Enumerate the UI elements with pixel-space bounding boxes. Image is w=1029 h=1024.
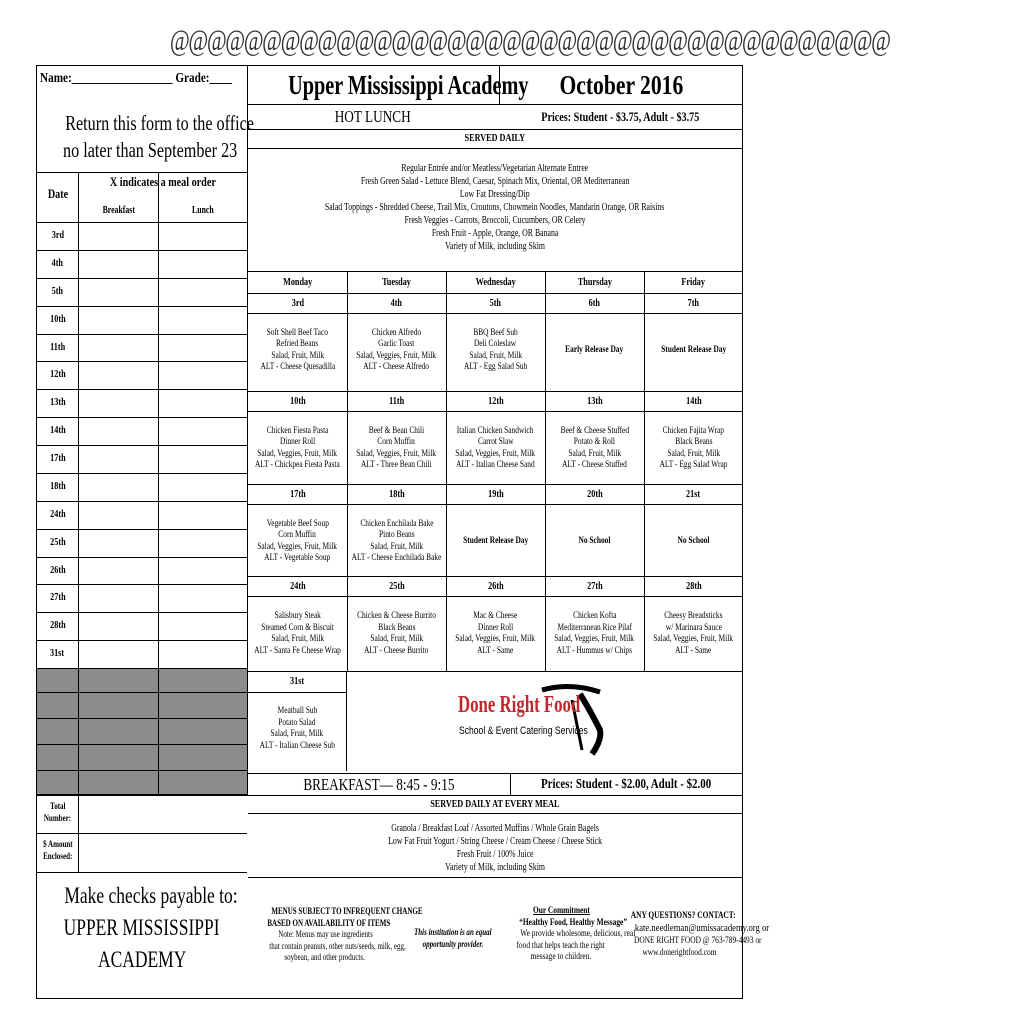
date-row-label: 5th xyxy=(51,286,64,297)
menu-line: ALT - Vegetable Soup xyxy=(264,553,331,563)
menu-line: Beef & Cheese Stuffed xyxy=(560,425,629,436)
logo-tagline: School & Event Catering Services xyxy=(459,725,588,737)
date-order-rows xyxy=(37,222,247,668)
menu-line: Corn Muffin xyxy=(278,530,317,540)
menu-cell xyxy=(644,598,743,670)
date-row-label: 4th xyxy=(51,258,64,269)
menu-cell xyxy=(248,598,347,670)
menu-line: Chicken Alfredo xyxy=(371,327,422,338)
menu-cell xyxy=(644,413,743,484)
menu-line: Dinner Roll xyxy=(477,622,514,633)
date-row-label: 3rd xyxy=(51,230,64,241)
menu-line: Black Beans xyxy=(674,437,713,447)
menu-cell xyxy=(248,413,347,484)
total-number-label: Total Number: xyxy=(43,801,72,823)
date-row-label: 27th xyxy=(49,592,66,603)
day-header-wednesday: Wednesday xyxy=(475,277,516,288)
menu-line: ALT - Cheese Alfredo xyxy=(363,362,430,372)
breakfast-served-title: SERVED DAILY AT EVERY MEAL xyxy=(430,799,560,810)
menu-change-note: MENUS SUBJECT TO INFREQUENT CHANGE BASED ON AVAILABILITY OF ITEMS Note: Menus may use ingredients that contain peanuts, other nuts/seeds, milk, egg, soybean, and other products. xyxy=(267,906,423,962)
amount-enclosed-field[interactable] xyxy=(79,834,247,872)
our-commitment: Our Commitment “Healthy Food, Healthy Message” We provide wholesome, delicious, real food that helps teach the right message to children. xyxy=(516,906,636,962)
menu-line: Salad, Fruit, Milk xyxy=(270,729,324,739)
date-row-label: 14th xyxy=(49,425,66,436)
menu-date: 3rd xyxy=(291,298,304,309)
breakfast-title: BREAKFAST— 8:45 - 9:15 xyxy=(303,775,455,794)
menu-line: ALT - Italian Cheese Sand xyxy=(456,460,535,470)
return-instructions: Return this form to the office no later than September 23 xyxy=(63,111,254,162)
menu-line: ALT - Cheese Stuffed xyxy=(562,460,627,470)
lunch-prices: Prices: Student - $3.75, Adult - $3.75 xyxy=(541,109,700,124)
menu-line: Student Release Day xyxy=(660,344,727,355)
x-indicates-label: X indicates a meal order xyxy=(110,174,216,189)
menu-date: 5th xyxy=(489,298,502,309)
menu-date: 7th xyxy=(687,298,700,309)
date-row-label: 11th xyxy=(49,342,66,353)
menu-line: Pinto Beans xyxy=(378,530,415,540)
served-daily-items xyxy=(248,162,742,262)
menu-cell xyxy=(446,315,545,386)
special-day-note xyxy=(644,506,743,577)
lunch-order-box[interactable] xyxy=(159,223,247,250)
menu-line: ALT - Cheese Enchilada Bake xyxy=(351,553,442,563)
breakfast-order-box[interactable] xyxy=(79,223,158,250)
menu-line: Salad, Veggies, Fruit, Milk xyxy=(455,634,536,644)
menu-cell xyxy=(347,413,446,484)
menu-date: 18th xyxy=(388,489,405,500)
menu-line: ALT - Santa Fe Cheese Wrap xyxy=(254,645,341,656)
menu-line: ALT - Three Bean Chili xyxy=(361,460,432,470)
breakfast-order-box[interactable] xyxy=(79,585,158,612)
menu-line: Beef & Bean Chili xyxy=(368,425,425,436)
breakfast-order-box[interactable] xyxy=(79,418,158,445)
menu-line: Cheesy Breadsticks xyxy=(664,611,723,621)
breakfast-order-box[interactable] xyxy=(79,446,158,473)
lunch-order-box[interactable] xyxy=(159,585,247,612)
menu-line: Salad, Veggies, Fruit, Milk xyxy=(356,448,437,459)
special-day-note xyxy=(545,315,644,386)
menu-line: Steamed Corn & Biscuit xyxy=(261,622,334,633)
lunch-order-box[interactable] xyxy=(159,502,247,529)
amount-enclosed-label: $ Amount Enclosed: xyxy=(42,839,73,861)
menu-line: Student Release Day xyxy=(462,535,529,546)
week-31-cell xyxy=(248,671,346,771)
day-header-tuesday: Tuesday xyxy=(382,277,411,288)
menu-line: Black Beans xyxy=(377,622,416,633)
menu-line: Chicken & Cheese Burrito xyxy=(357,611,436,621)
date-row-label: 31st xyxy=(50,648,65,659)
breakfast-item: Granola / Breakfast Loaf / Assorted Muffins / Whole Grain Bagels xyxy=(391,823,599,834)
breakfast-items xyxy=(248,822,742,878)
served-daily-item: Fresh Green Salad - Lettuce Blend, Caesar, Spinach Mix, Oriental, OR Mediterranean xyxy=(360,176,630,187)
menu-line: Salad, Fruit, Milk xyxy=(370,634,423,644)
lunch-order-box[interactable] xyxy=(159,362,247,389)
menu-cell xyxy=(347,598,446,670)
logo-name: Done Right Food xyxy=(458,692,581,718)
menu-line: Early Release Day xyxy=(565,344,624,355)
menu-line: Salad, Fruit, Milk xyxy=(370,541,423,552)
menu-line: No School xyxy=(677,535,710,546)
breakfast-order-box[interactable] xyxy=(79,474,158,501)
served-daily-item: Regular Entrée and/or Meatless/Vegetarian Alternate Entree xyxy=(401,163,589,174)
breakfast-order-box[interactable] xyxy=(79,558,158,585)
menu-line: Refried Beans xyxy=(276,339,319,349)
lunch-order-box[interactable] xyxy=(159,251,247,278)
breakfast-order-box[interactable] xyxy=(79,335,158,362)
menu-line: Salad, Veggies, Fruit, Milk xyxy=(257,448,338,459)
special-day-note xyxy=(545,506,644,577)
breakfast-order-box[interactable] xyxy=(79,502,158,529)
menu-date: 17th xyxy=(289,489,306,500)
lunch-order-box[interactable] xyxy=(159,558,247,585)
served-daily-item: Variety of Milk, including Skim xyxy=(445,241,545,252)
special-day-note xyxy=(644,315,743,386)
menu-line: No School xyxy=(578,535,611,546)
menu-line: Salad, Veggies, Fruit, Milk xyxy=(257,541,338,552)
lunch-order-box[interactable] xyxy=(159,418,247,445)
menu-line: Carrot Slaw xyxy=(477,437,514,447)
menu-line: Chicken Enchilada Bake xyxy=(359,518,434,529)
menu-date: 24th xyxy=(289,581,306,592)
menu-line: Mac & Cheese xyxy=(473,611,518,621)
breakfast-order-box[interactable] xyxy=(79,279,158,306)
breakfast-item: Fresh Fruit / 100% Juice xyxy=(456,849,534,860)
menu-date: 11th xyxy=(388,396,405,407)
menu-line: ALT - Italian Cheese Sub xyxy=(259,740,335,751)
date-row-label: 28th xyxy=(49,620,66,631)
month-title: October 2016 xyxy=(559,70,683,100)
date-row-label: 12th xyxy=(49,369,66,380)
hot-lunch-title: HOT LUNCH xyxy=(334,107,412,126)
menu-line: Mediterranean Rice Pilaf xyxy=(557,622,632,633)
menu-line: ALT - Egg Salad Wrap xyxy=(659,460,728,470)
menu-line: ALT - Hummus w/ Chips xyxy=(556,645,633,656)
lunch-order-box[interactable] xyxy=(159,530,247,557)
menu-cell xyxy=(248,506,347,577)
equal-opportunity-note: This institution is an equal opportunity provider. xyxy=(414,927,492,949)
lunch-order-box[interactable] xyxy=(159,390,247,417)
served-daily-title: SERVED DAILY xyxy=(464,133,526,144)
date-row-label: 17th xyxy=(49,453,66,464)
school-name: Upper Mississippi Academy xyxy=(288,70,529,100)
breakfast-order-box[interactable] xyxy=(79,641,158,668)
lunch-column-header: Lunch xyxy=(192,205,214,216)
menu-line: Salisbury Steak xyxy=(274,611,321,621)
menu-cell xyxy=(446,598,545,670)
menu-date: 21st xyxy=(686,489,701,500)
menu-date: 13th xyxy=(586,396,603,407)
menu-date: 14th xyxy=(685,396,702,407)
menu-line: Chicken Fajita Wrap xyxy=(662,425,725,436)
lunch-order-box[interactable] xyxy=(159,307,247,334)
menu-line: w/ Marinara Sauce xyxy=(665,622,722,633)
day-header-monday: Monday xyxy=(282,277,313,288)
contact-info: ANY QUESTIONS? CONTACT: kate.needleman@umissacademy.org or DONE RIGHT FOOD @ 763-789-4493 or www.donerightfood.com xyxy=(630,911,770,958)
breakfast-order-box[interactable] xyxy=(79,362,158,389)
menu-date: 26th xyxy=(487,581,504,592)
menu-31st xyxy=(248,695,346,763)
menu-cell xyxy=(545,598,644,670)
menu-line: Dinner Roll xyxy=(279,437,316,447)
served-daily-item: Fresh Fruit - Apple, Orange, OR Banana xyxy=(431,228,559,239)
menu-line: ALT - Egg Salad Sub xyxy=(463,362,528,372)
menu-line: Salad, Fruit, Milk xyxy=(667,448,720,459)
breakfast-item: Low Fat Fruit Yogurt / String Cheese / Cream Cheese / Cheese Stick xyxy=(388,836,602,847)
breakfast-order-box[interactable] xyxy=(79,251,158,278)
menu-line: ALT - Cheese Burrito xyxy=(364,645,429,656)
menu-line: Salad, Fruit, Milk xyxy=(469,350,522,361)
breakfast-order-box[interactable] xyxy=(79,530,158,557)
name-grade-field[interactable]: Name:__________________ Grade:____ xyxy=(40,71,232,86)
breakfast-order-box[interactable] xyxy=(79,307,158,334)
menu-cell xyxy=(446,413,545,484)
menu-line: Potato & Roll xyxy=(573,437,616,447)
breakfast-column-header: Breakfast xyxy=(102,205,135,216)
day-header-thursday: Thursday xyxy=(577,277,612,288)
menu-line: Vegetable Beef Soup xyxy=(266,518,329,529)
menu-line: Salad, Veggies, Fruit, Milk xyxy=(455,448,536,459)
date-row-label: 10th xyxy=(49,314,66,325)
menu-line: ALT - Chickpea Fiesta Pasta xyxy=(255,460,340,470)
special-day-note xyxy=(446,506,545,577)
menu-date: 20th xyxy=(586,489,603,500)
lunch-order-box[interactable] xyxy=(159,474,247,501)
menu-cell xyxy=(248,315,347,386)
menu-cell xyxy=(347,506,446,577)
served-daily-item: Salad Toppings - Shredded Cheese, Trail Mix, Croutons, Chowmein Noodles, Mandarin Orange, OR Raisins xyxy=(325,202,665,213)
menu-line: Potato Salad xyxy=(278,717,316,728)
lunch-order-box[interactable] xyxy=(159,279,247,306)
date-row-label: 25th xyxy=(49,537,66,548)
date-row-label: 24th xyxy=(49,509,66,520)
day-header-friday: Friday xyxy=(681,277,706,288)
menu-line: Salad, Fruit, Milk xyxy=(568,448,621,459)
menu-cell xyxy=(545,413,644,484)
lunch-order-box[interactable] xyxy=(159,446,247,473)
date-column-header: Date xyxy=(47,186,68,201)
menu-date: 27th xyxy=(586,581,603,592)
lunch-order-box[interactable] xyxy=(159,335,247,362)
menu-date: 10th xyxy=(289,396,306,407)
menu-date: 12th xyxy=(487,396,504,407)
menu-line: BBQ Beef Sub xyxy=(473,327,518,338)
total-number-field[interactable] xyxy=(79,796,247,832)
served-daily-item: Fresh Veggies - Carrots, Broccoli, Cucumbers, OR Celery xyxy=(404,215,586,226)
menu-line: ALT - Cheese Quesadilla xyxy=(260,362,335,372)
date-row-label: 26th xyxy=(49,565,66,576)
menu-cell xyxy=(347,315,446,386)
date-row-label: 13th xyxy=(49,397,66,408)
menu-date: 28th xyxy=(685,581,702,592)
date-31st: 31st xyxy=(289,676,305,687)
decorative-border: @@@@@@@@@@@@@@@@@@@@@@@@@@@@@@@@@@@@@@@ xyxy=(169,24,890,57)
menu-date: 6th xyxy=(588,298,601,309)
menu-date: 19th xyxy=(487,489,504,500)
menu-line: ALT - Same xyxy=(477,645,514,656)
menu-date: 4th xyxy=(390,298,403,309)
menu-line: Soft Shell Beef Taco xyxy=(266,327,329,338)
breakfast-order-box[interactable] xyxy=(79,613,158,640)
menu-line: ALT - Same xyxy=(675,645,712,656)
menu-line: Salad, Veggies, Fruit, Milk xyxy=(653,634,734,644)
menu-line: Chicken Fiesta Pasta xyxy=(266,425,329,436)
shaded-unused-rows xyxy=(37,668,247,795)
menu-line: Chicken Kofta xyxy=(572,611,617,621)
lunch-order-box[interactable] xyxy=(159,641,247,668)
breakfast-order-box[interactable] xyxy=(79,390,158,417)
menu-line: Salad, Fruit, Milk xyxy=(271,350,324,361)
checks-payable: Make checks payable to: UPPER MISSISSIPPI ACADEMY xyxy=(64,883,238,972)
menu-line: Salad, Veggies, Fruit, Milk xyxy=(554,634,635,644)
menu-line: Meatball Sub xyxy=(277,706,317,716)
lunch-order-box[interactable] xyxy=(159,613,247,640)
menu-line: Garlic Toast xyxy=(378,339,415,349)
breakfast-prices: Prices: Student - $2.00, Adult - $2.00 xyxy=(541,777,712,792)
weekly-menu-grid xyxy=(248,271,743,691)
date-row-label: 18th xyxy=(49,481,66,492)
menu-line: Salad, Veggies, Fruit, Milk xyxy=(356,350,437,361)
menu-date: 25th xyxy=(388,581,405,592)
breakfast-item: Variety of Milk, including Skim xyxy=(445,862,545,873)
menu-line: Corn Muffin xyxy=(377,437,416,447)
menu-line: Italian Chicken Sandwich xyxy=(457,425,534,436)
done-right-food-logo xyxy=(450,680,620,760)
menu-line: Salad, Fruit, Milk xyxy=(271,634,324,644)
menu-line: Deli Coleslaw xyxy=(474,339,517,349)
served-daily-item: Low Fat Dressing/Dip xyxy=(460,189,530,200)
